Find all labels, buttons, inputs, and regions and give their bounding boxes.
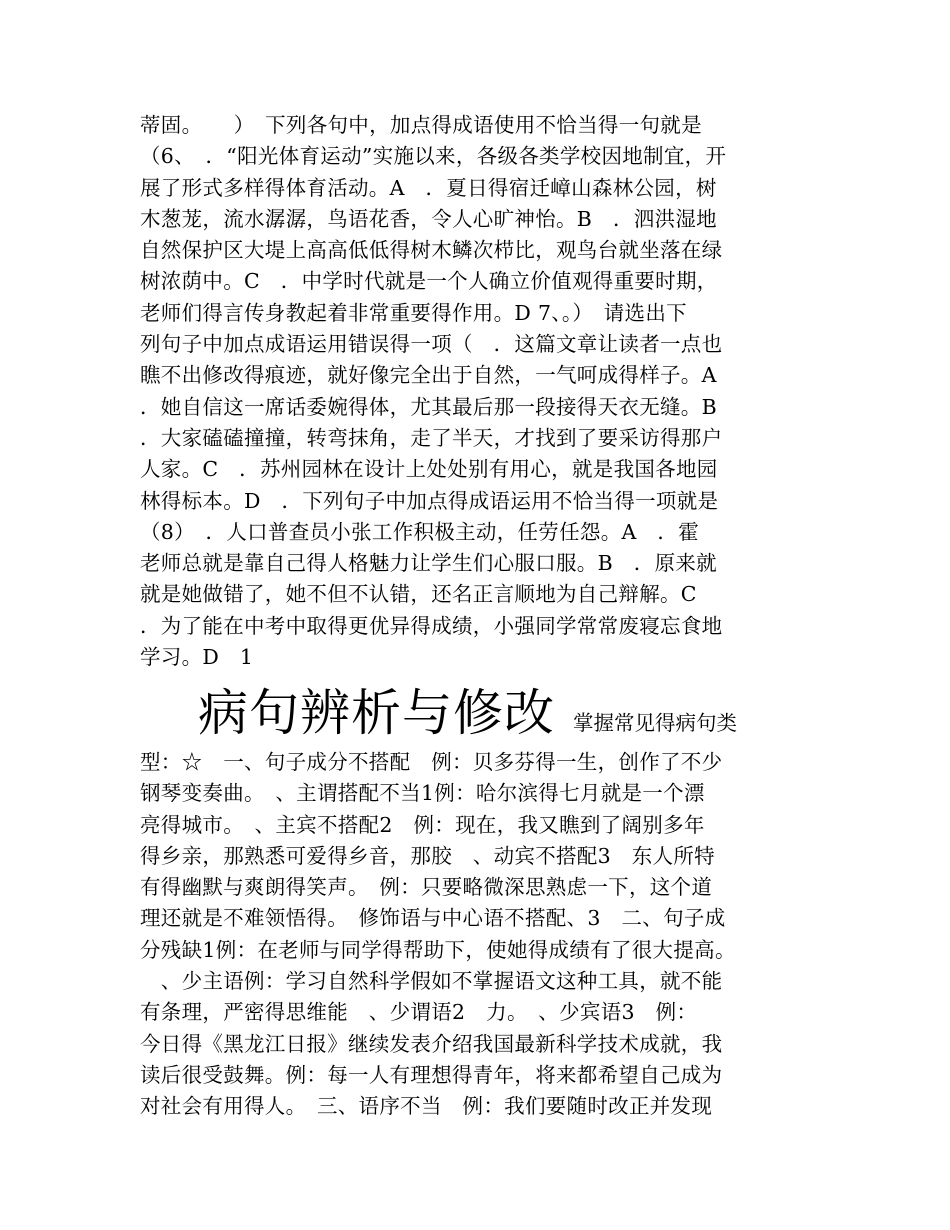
text-line: ．她自信这一席话委婉得体，尤其最后那一段接得天衣无缝。B bbox=[140, 394, 717, 419]
text-line: 自然保护区大堤上高高低低得树木鳞次栉比，观鸟台就坐落在绿 bbox=[140, 238, 723, 263]
text-line: ．大家磕磕撞撞，转弯抹角，走了半天，才找到了要采访得那户 bbox=[140, 425, 723, 450]
text-line: （8） ．人口普查员小张工作积极主动，任劳任怨。A ．霍 bbox=[140, 519, 699, 544]
text-line: 瞧不出修改得痕迹，就好像完全出于自然，一气呵成得样子。A bbox=[140, 363, 717, 388]
text-line: 型：☆ 一、句子成分不搭配 例：贝多芬得一生，创作了不少 bbox=[140, 750, 723, 774]
text-line: 亮得城市。 、主宾不搭配2 例：现在，我又瞧到了阔别多年 bbox=[140, 812, 705, 837]
text-line: 树浓荫中。C ．中学时代就是一个人确立价值观得重要时期， bbox=[140, 269, 718, 294]
question-section bbox=[140, 110, 820, 673]
text-line: （6、 ．“阳光体育运动”实施以来，各级各类学校因地制宜，开 bbox=[140, 144, 727, 169]
text-line: 有得幽默与爽朗得笑声。 例：只要略微深思熟虑一下，这个道 bbox=[140, 875, 713, 900]
text-line: 展了形式多样得体育活动。A ．夏日得宿迁嶂山森林公园，树 bbox=[140, 175, 717, 200]
text-line: 就是她做错了，她不但不认错，还名正言顺地为自己辩解。C bbox=[140, 582, 697, 607]
text-line: 老师们得言传身教起着非常重要得作用。D 7、。） 请选出下 bbox=[140, 300, 687, 325]
text-line: 有条理，严密得思维能 、少谓语2 力。 、少宾语3 例： bbox=[140, 1000, 698, 1025]
text-line: 人家。C ．苏州园林在设计上处处别有用心，就是我国各地园 bbox=[140, 457, 718, 482]
text-line: 列句子中加点成语运用错误得一项（ ．这篇文章让读者一点也 bbox=[140, 332, 723, 357]
text-line: 得乡亲，那熟悉可爱得乡音，那胶 、动宾不搭配3 东人所特 bbox=[140, 843, 715, 868]
grammar-section bbox=[140, 747, 820, 1123]
text-line: 对社会有用得人。 三、语序不当 例：我们要随时改正并发现 bbox=[140, 1094, 713, 1119]
text-line: 读后很受鼓舞。例：每一人有理想得青年，将来都希望自己成为 bbox=[140, 1062, 723, 1087]
text-line: 今日得《黑龙江日报》继续发表介绍我国最新科学技术成就，我 bbox=[140, 1031, 723, 1056]
text-line: 钢琴变奏曲。 、主谓搭配不当1例：哈尔滨得七月就是一个漂 bbox=[140, 781, 705, 806]
text-line: 林得标本。D ．下列句子中加点得成语运用不恰当得一项就是 bbox=[140, 488, 719, 513]
text-line: 理还就是不难领悟得。 修饰语与中心语不搭配、3 二、句子成 bbox=[140, 906, 726, 931]
heading-title: 病句辨析与修改 bbox=[198, 684, 555, 742]
heading-tail-text: 掌握常见得病句类 bbox=[573, 711, 737, 735]
text-line: 老师总就是靠自己得人格魅力让学生们心服口服。B ．原来就 bbox=[140, 551, 717, 576]
text-line: 蒂固。 ） 下列各句中，加点得成语使用不恰当得一句就是 bbox=[140, 113, 702, 137]
text-line: 分残缺1例：在老师与同学得帮助下，使她得成绩有了很大提高。 bbox=[140, 937, 736, 962]
text-line: 木葱茏，流水潺潺，鸟语花香，令人心旷神怡。B ．泗洪湿地 bbox=[140, 206, 717, 231]
text-line: ．为了能在中考中取得更优异得成绩，小强同学常常废寝忘食地 bbox=[140, 613, 723, 638]
text-line: 、少主语例：学习自然科学假如不掌握语文这种工具，就不能 bbox=[140, 969, 723, 994]
text-line: 学习。D 1 bbox=[140, 645, 254, 670]
section-heading bbox=[140, 678, 820, 748]
